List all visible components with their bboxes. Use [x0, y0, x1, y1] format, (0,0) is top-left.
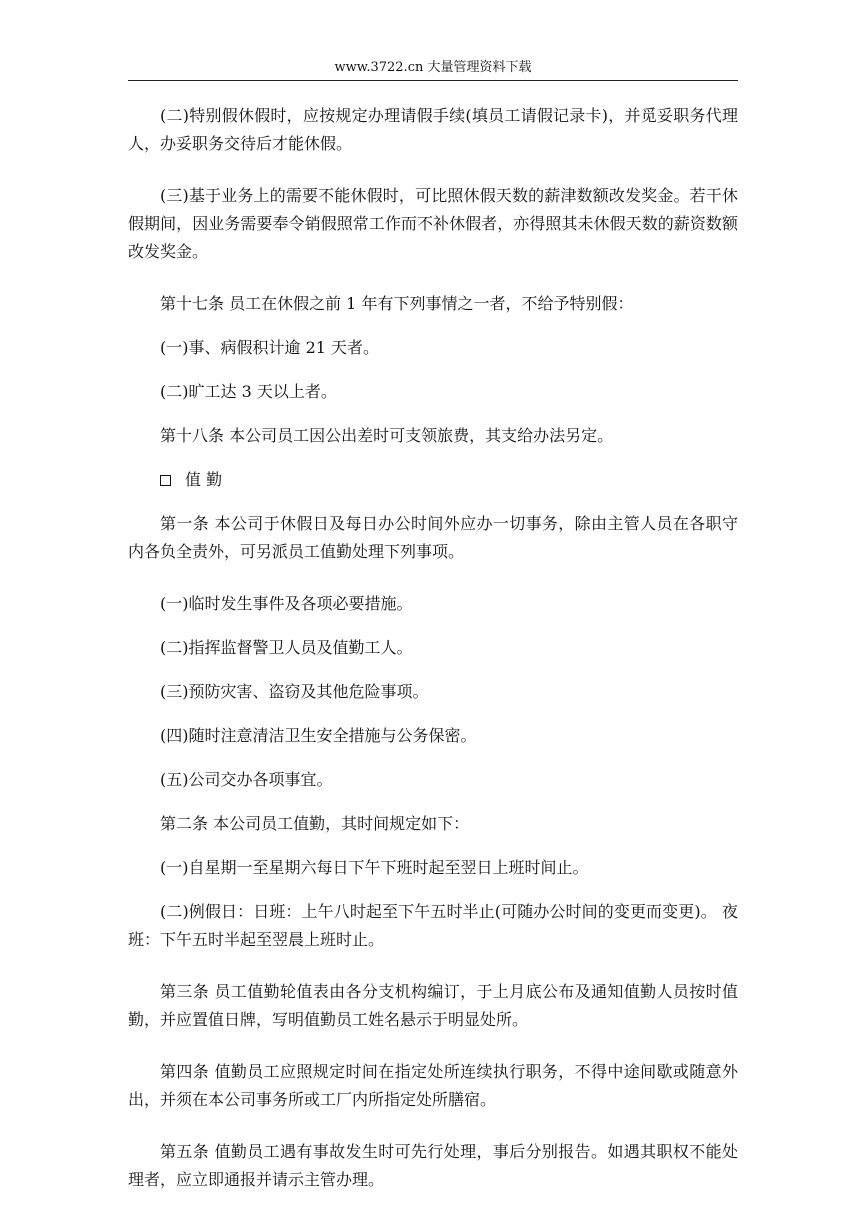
list-item: (二)例假日：日班：上午八时起至下午五时半止(可随办公时间的变更而变更)。 夜班：下午五时半起至翌晨上班时止。 [128, 902, 738, 949]
paragraph: (二)特别假休假时，应按规定办理请假手续(填员工请假记录卡)，并觅妥职务代理人，办妥职务交待后才能休假。 [128, 106, 738, 153]
list-item: (二)指挥监督警卫人员及值勤工人。 [160, 638, 413, 657]
duty-article-1: 第一条 本公司于休假日及每日办公时间外应办一切事务，除由主管人员在各职守内各负全责外，可另派员工值勤处理下列事项。 [128, 514, 738, 561]
list-item: (一)自星期一至星期六每日下午下班时起至翌日上班时间止。 [160, 858, 589, 877]
paragraph: (三)基于业务上的需要不能休假时，可比照休假天数的薪津数额改发奖金。若干休假期间，因业务需要奉令销假照常工作而不补休假者，亦得照其未休假天数的薪资数额改发奖金。 [128, 186, 738, 261]
duty-article-4: 第四条 值勤员工应照规定时间在指定处所连续执行职务，不得中途间歇或随意外出，并须在本公司事务所或工厂内所指定处所膳宿。 [128, 1062, 738, 1109]
list-item: (一)临时发生事件及各项必要措施。 [160, 594, 413, 613]
list-item: (四)随时注意清洁卫生安全措施与公务保密。 [160, 726, 477, 745]
duty-article-2: 第二条 本公司员工值勤，其时间规定如下： [160, 814, 470, 833]
section-title: 值 勤 [185, 470, 223, 489]
list-item: (二)旷工达 3 天以上者。 [160, 382, 337, 401]
section-heading [128, 466, 738, 494]
article-18: 第十八条 本公司员工因公出差时可支领旅费，其支给办法另定。 [160, 426, 614, 445]
list-item: (一)事、病假积计逾 21 天者。 [160, 338, 380, 357]
duty-article-5: 第五条 值勤员工遇有事故发生时可先行处理，事后分别报告。如遇其职权不能处理者，应立即通报并请示主管办理。 [128, 1142, 738, 1189]
list-item: (三)预防灾害、盗窃及其他危险事项。 [160, 682, 429, 701]
list-item: (五)公司交办各项事宜。 [160, 770, 333, 789]
duty-article-3: 第三条 员工值勤轮值表由各分支机构编订，于上月底公布及通知值勤人员按时值勤，并应置值日牌，写明值勤员工姓名悬示于明显处所。 [128, 982, 738, 1029]
page-header: www.3722.cn 大量管理资料下载 [334, 60, 532, 75]
header-divider [128, 80, 738, 81]
checkbox-square-icon [160, 475, 171, 486]
article-17: 第十七条 员工在休假之前 1 年有下列事情之一者，不给予特别假： [160, 294, 634, 313]
document-body [128, 102, 738, 1218]
